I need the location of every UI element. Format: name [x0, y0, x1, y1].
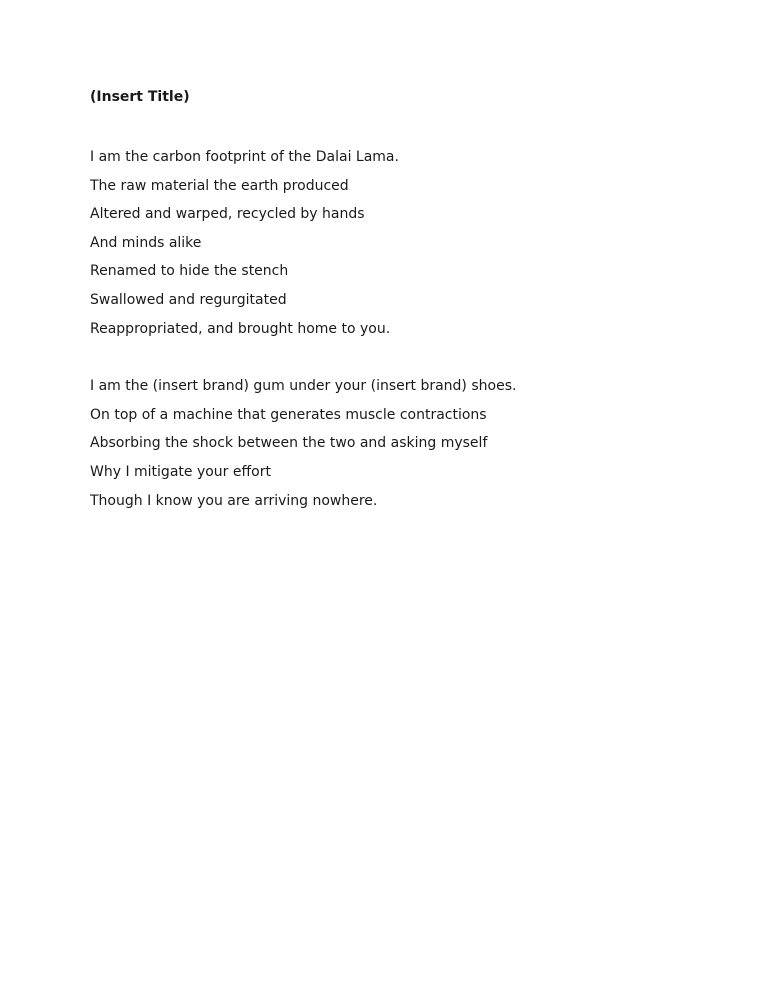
poem-line: Altered and warped, recycled by hands — [90, 206, 365, 223]
document-title: (Insert Title) — [90, 89, 190, 105]
poem-line: I am the (insert brand) gum under your (insert brand) shoes. — [90, 378, 517, 395]
poem-line: Though I know you are arriving nowhere. — [90, 492, 378, 509]
poem-line: The raw material the earth produced — [90, 177, 349, 194]
poem-line: Reappropriated, and brought home to you. — [90, 320, 391, 337]
poem-line: Swallowed and regurgitated — [90, 291, 287, 308]
poem-line: Renamed to hide the stench — [90, 263, 289, 280]
poem-line: On top of a machine that generates muscle contractions — [90, 406, 487, 423]
stanza-2 — [90, 372, 730, 515]
poem-line: Why I mitigate your effort — [90, 463, 271, 480]
poem-line: Absorbing the shock between the two and asking myself — [90, 435, 488, 452]
poem-line: And minds alike — [90, 234, 202, 251]
document-page — [90, 86, 730, 544]
stanza-1 — [90, 143, 730, 343]
poem-line: I am the carbon footprint of the Dalai Lama. — [90, 149, 399, 165]
